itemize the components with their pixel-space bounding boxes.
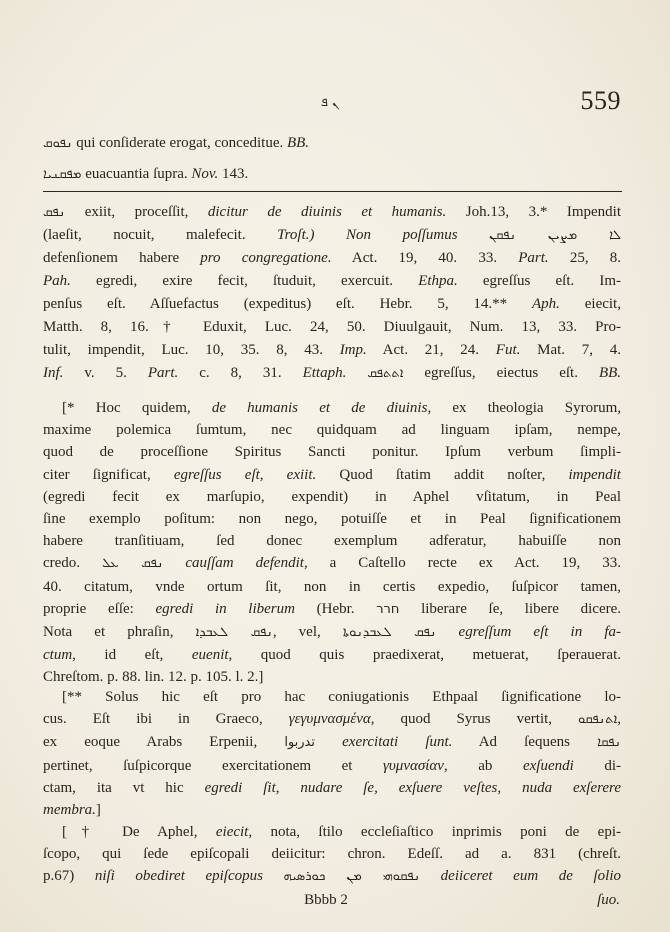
italic-text: pro congregatione. — [200, 250, 332, 266]
syriac-text: ܢܦܩ ܥܠ — [102, 556, 164, 572]
text-run: Chreſtom. p. 88. lin. 12. p. 105. l. 2.] — [43, 669, 264, 686]
italic-text: egredi ſit, nudare ſe, exſuere veſtes, nuda exſerere — [204, 779, 621, 796]
italic-text: Inf. — [43, 365, 64, 381]
text-run: Mat. 7, 4. — [520, 342, 621, 358]
italic-text: niſi obediret epiſcopus — [94, 868, 263, 885]
text-line — [43, 621, 621, 644]
text-line — [43, 865, 621, 888]
note-star — [43, 397, 621, 689]
text-run: v. 5. — [63, 365, 148, 381]
syriac-text: ܐܬܬܦܩ — [367, 366, 404, 381]
text-run: di- — [573, 757, 621, 774]
text-line — [43, 508, 621, 530]
italic-text: exſuendi — [522, 757, 574, 774]
text-run: ſine exemplo poſitum: non nego, potuiſſe et in Peal ſignificationem — [43, 511, 621, 528]
text-run: exiit, proceſſit, — [65, 204, 208, 220]
text-line — [43, 316, 621, 339]
italic-text: dicitur de diuinis et humanis. — [207, 204, 447, 220]
text-run: (egredi fecit ex marſupio, expendit) in Aphel vſitatum, in Peal — [43, 488, 621, 505]
page-footer — [0, 889, 670, 911]
text-run — [346, 365, 367, 381]
entry-mapqanya — [43, 162, 621, 187]
italic-text: Fut. — [495, 342, 521, 358]
italic-text: Ettaph. — [302, 365, 347, 381]
text-run: citer ſignificat, — [43, 466, 174, 483]
italic-text: Troſt.) — [277, 227, 315, 243]
text-line — [43, 530, 621, 552]
text-run: eiecit, — [559, 296, 621, 312]
italic-text: impendit — [568, 466, 621, 483]
text-line — [43, 224, 621, 247]
text-run: p.67) — [43, 868, 95, 885]
text-line — [43, 821, 621, 843]
page-header — [0, 86, 670, 116]
text-run: Nota et phraſin, — [43, 624, 196, 641]
text-line — [43, 464, 621, 486]
text-run — [315, 734, 342, 750]
text-run: , a Caſtello recte ex Act. 19, 33. — [303, 555, 621, 572]
text-line — [43, 362, 621, 385]
text-line — [43, 731, 621, 754]
syriac-text: ܢܦܩܘܗܝ ܡܢ ܟܘܪܣܝܗ — [283, 869, 421, 885]
text-run: ctam, ita vt hic — [43, 779, 205, 796]
greek-text: γυμνασίαν — [383, 757, 444, 774]
text-run: (laeſit, nocuit, malefecit. — [43, 227, 278, 243]
text-run — [420, 868, 441, 884]
text-run: , quod Syrus vertit, — [370, 711, 579, 728]
text-run: Matth. 8, 16.† Eduxit, Luc. 24, 50. Diuulgauit, Num. 13, 33. Pro- — [43, 319, 621, 335]
text-line — [43, 397, 621, 419]
text-run: Ad ſequens — [452, 734, 598, 751]
text-line — [43, 686, 621, 708]
text-run: cus. Eſt ibi in Graeco, — [43, 711, 289, 728]
text-run: 143. — [218, 166, 249, 182]
italic-text: Nov. — [191, 166, 219, 182]
text-run: proprie eſſe: — [43, 600, 156, 617]
text-run — [263, 868, 284, 884]
italic-text: BB. — [598, 365, 621, 381]
text-run: , ab — [443, 757, 523, 774]
text-run: , — [617, 711, 621, 728]
text-run: (Hebr. — [294, 600, 377, 617]
italic-text: Non poſſumus — [346, 227, 458, 243]
running-head: ܢ ܦ — [320, 95, 340, 110]
entry-npaq — [43, 201, 621, 385]
text-line — [43, 270, 621, 293]
text-run — [436, 624, 458, 640]
text-line — [43, 708, 621, 731]
signature-mark: Bbbb 2 — [304, 892, 348, 908]
text-run: euacuantia ſupra. — [81, 166, 192, 182]
text-run: qui conſiderate erogat, conceditue. — [72, 135, 287, 151]
text-run: [* Hoc quidem, — [62, 400, 212, 416]
italic-text: ctum — [43, 647, 73, 664]
text-run: ] — [95, 802, 101, 819]
italic-text: Aph. — [532, 296, 560, 312]
text-line — [43, 799, 621, 821]
text-line — [43, 777, 621, 799]
text-line — [43, 644, 621, 666]
italic-text: de humanis et de diuinis — [211, 400, 428, 416]
text-run: ſcopo, qui ſede epiſcopali deiicitur: chron. Edeſſ. ad a. 831 (chreſt. — [43, 846, 621, 863]
italic-text: Part. — [518, 250, 549, 266]
italic-text: deiiceret eum de ſolio — [440, 868, 621, 885]
text-run: maxime polemica ſumtum, nec quidquam ad linguam ipſam, nempe, — [43, 422, 621, 439]
text-run — [315, 227, 347, 243]
text-run: egreſſus eſt. Im- — [457, 273, 621, 289]
text-run: tulit, impendit, Luc. 10, 35. 8, 43. — [43, 342, 340, 358]
text-run: habere tranſitiuam, ſed donec exemplum adferatur, habuiſſe non — [43, 533, 621, 550]
entry-npoq — [43, 131, 621, 156]
text-line — [43, 131, 621, 156]
greek-text: γεγυμνασμένα — [288, 711, 371, 728]
text-run: credo. — [43, 555, 103, 572]
text-line — [43, 843, 621, 865]
page-number: 559 — [580, 86, 621, 115]
italic-text: eiecit — [215, 824, 249, 840]
syriac-text: ܢܦܘܩ — [43, 136, 73, 151]
text-line — [43, 162, 621, 187]
italic-text: egreſſus eſt, exiit. — [173, 466, 317, 483]
italic-text: egredi in liberum — [155, 600, 295, 617]
text-run — [458, 227, 490, 243]
text-run: [† De Aphel, — [62, 824, 216, 840]
italic-text: Part. — [147, 365, 179, 381]
syriac-text: ܢܦܩܐ — [597, 735, 621, 751]
text-run: defenſionem habere — [43, 250, 201, 266]
text-line — [43, 598, 621, 621]
text-line — [43, 552, 621, 575]
syriac-text: ܢܦܩ ܠܥܒܕܢܘܬܐ — [342, 625, 437, 641]
text-line — [43, 576, 621, 598]
text-run: penſus eſt. Aſſuefactus (expeditus) eſt. Hebr. 5, 14.** — [43, 296, 532, 312]
syriac-text: ܢܦܩ — [43, 205, 66, 220]
text-run: , quod quis praedixerat, metuerat, ſperauerat. — [228, 647, 621, 664]
syriac-text: ܢܦܩ ܠܥܒܕܐ — [195, 625, 273, 641]
text-run: , vel, — [272, 624, 343, 641]
text-line — [43, 339, 621, 362]
text-line — [43, 441, 621, 463]
text-run: Act. 19, 40. 33. — [331, 250, 519, 266]
text-run: , nota, ſtilo eccleſiaſtico inprimis poni de epi- — [248, 824, 621, 840]
text-run: Joh.13, 3.* Impendit — [446, 204, 621, 220]
text-line — [43, 486, 621, 508]
text-run — [163, 555, 185, 571]
arabic-text: تدربوا — [284, 735, 315, 751]
italic-text: Ethpa. — [418, 273, 458, 289]
hebrew-text: חרר — [376, 601, 400, 617]
italic-text: euenit — [191, 647, 229, 664]
text-line — [43, 201, 621, 224]
italic-text: Imp. — [339, 342, 367, 358]
text-run: egredi, exire fecit, ſtuduit, exercuit. — [70, 273, 419, 289]
text-run: [** Solus hic eſt pro hac coniugationis Ethpaal ſignificatione lo- — [62, 689, 621, 705]
text-line — [43, 419, 621, 441]
note-double-star — [43, 686, 621, 821]
syriac-text: ܡܦܩܢܝܐ — [43, 167, 82, 182]
syriac-text: ܠܐ ܡܨܝܢ ܢܦܩܢ — [489, 228, 621, 243]
syriac-text: ܐܬܢܦܩܘ — [578, 712, 618, 728]
text-run: c. 8, 31. — [178, 365, 303, 381]
text-run: pertinet, ſuſpicorque exercitationem et — [43, 757, 384, 774]
note-dagger — [43, 821, 621, 889]
text-run: ex eoque Arabs Erpenii, — [43, 734, 285, 751]
text-run: 40. citatum, vnde ortum ſit, non in certis expedio, ſuſpicor tamen, — [43, 578, 621, 595]
italic-text: BB. — [286, 135, 310, 151]
italic-text: cauſſam defendit — [185, 555, 304, 572]
text-run: liberare ſe, libere dicere. — [399, 600, 621, 617]
text-run: , ex theologia Syrorum, — [427, 400, 621, 416]
text-run: Act. 21, 24. — [366, 342, 496, 358]
text-run: , id eſt, — [72, 647, 192, 664]
catchword: ſuo. — [597, 892, 620, 908]
text-run: Quod ſtatim addit noſter, — [316, 466, 569, 483]
italic-text: egreſſum eſt in fa- — [458, 624, 621, 641]
text-line — [43, 247, 621, 270]
italic-text: exercitati ſunt. — [342, 734, 453, 751]
text-run: egreſſus, eiectus eſt. — [403, 365, 599, 381]
text-line — [43, 293, 621, 316]
text-run: quod de proceſſione Spiritus Sancti ponitur. Ipſum verbum ſimpli- — [43, 444, 621, 461]
text-run: 25, 8. — [548, 250, 621, 266]
text-line — [43, 755, 621, 777]
italic-text: Pah. — [43, 273, 71, 289]
italic-text: membra. — [43, 802, 96, 819]
section-rule — [43, 191, 622, 192]
